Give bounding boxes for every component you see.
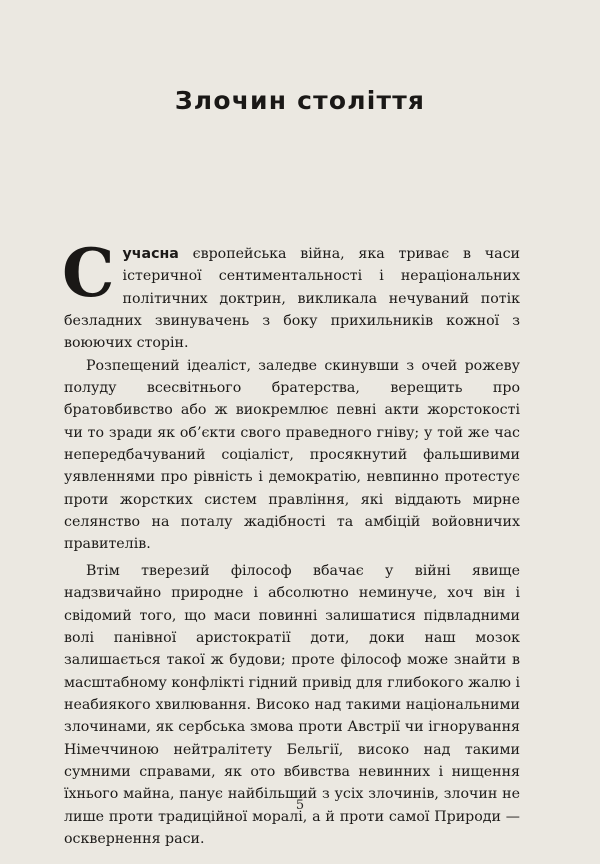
paragraph-3: Втім тверезий філософ вбачає у війні явище надзвичайно природне і абсолютно неминуче, хоч він і свідомий того, що маси повинні залишатися підвладними волі панівної аристократії доти, доки наш мозок залишається такої ж будови; проте філософ може знайти в масштабному конфлікті гідний привід для глибокого жалю і неабиякого хвилювання. Високо над такими національними злочинами, як сербська змова проти Австрії чи ігнорування Німеччиною нейтралітету Бельгії, високо над такими сумними справами, як ото вбивства невинних і нищення їхнього майна, панує найбільший з усіх злочинів, злочин не лише проти традиційної моралі, а й проти самої Природи — осквернення раси. bbox=[64, 562, 521, 847]
page-number: 5 bbox=[295, 798, 305, 813]
chapter-title: Злочин століття bbox=[174, 86, 426, 115]
paragraph-1-text: європейська війна, яка триває в часи істеричної сентиментальності і нераціональних політичних доктрин, викликала нечуваний потік безладних звинувачень з боку прихильників кожної з воюючих сторін. bbox=[64, 246, 520, 352]
paragraph-2: Розпещений ідеаліст, заледве скинувши з очей рожеву полуду всесвітнього братерства, верещить про братовбивство або ж виокремлює певні акти жорстокості чи то зради як об’єкти свого праведного гніву; у той же час непередбачуваний соціаліст, просякнутий фальшивими уявленнями про рівність і демократію, невпинно протестує проти жорстких систем правління, які віддають мирне селянство на поталу жадібності та амбіцій войовничих правителів. bbox=[64, 357, 520, 553]
drop-cap: С bbox=[62, 234, 115, 312]
chapter-body bbox=[62, 234, 521, 850]
lead-word: учасна bbox=[122, 246, 179, 262]
paragraph-1 bbox=[62, 234, 520, 355]
